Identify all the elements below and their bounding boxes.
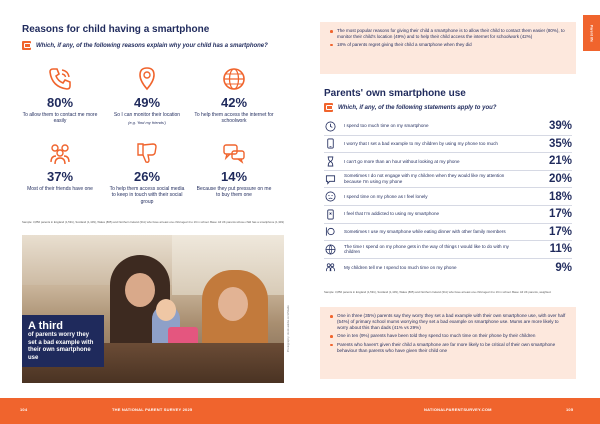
stat-value: 14%	[220, 169, 248, 184]
dinner-icon	[324, 226, 336, 238]
statement-text: I feel that I'm addicted to using my smartphone	[344, 211, 440, 217]
globe-icon	[221, 66, 247, 92]
ball-icon	[324, 243, 336, 255]
stat-pressure	[194, 140, 274, 199]
sad-face-icon	[324, 191, 336, 203]
section-title: Reasons for child having a smartphone	[22, 24, 210, 35]
stat-value: 26%	[133, 169, 161, 184]
statement-row	[324, 118, 572, 136]
section-tab-label: Parent life	[589, 24, 594, 42]
statement-text: I spend too much time on my smartphone	[344, 123, 429, 129]
statement-list	[324, 118, 572, 276]
statement-row	[324, 224, 572, 242]
statement-row	[324, 136, 572, 154]
statement-value: 11%	[549, 243, 572, 256]
photo-credit: Photography: stock.adobe.com/Studio	[286, 305, 290, 353]
survey-question	[324, 103, 496, 112]
statement-text: My children tell me I spend too much time on my phone	[344, 264, 457, 270]
summary-bullet: 18% of parents regret giving their child a smartphone when they did	[330, 42, 566, 48]
statement-text: The time I spend on my phone gets in the way of things I would like to do with my children	[344, 243, 509, 255]
stat-schoolwork	[194, 66, 274, 125]
section-title: Parents' own smartphone use	[324, 88, 466, 99]
group-icon	[47, 140, 73, 166]
callout-text: of parents worry they set a bad example with their own smartphone use	[28, 332, 94, 361]
stat-label: To help them access the internet for schoolwork	[194, 112, 274, 125]
stat-social	[107, 140, 187, 205]
stat-sublabel: (e.g. 'find my friends')	[128, 120, 166, 126]
footer-survey-title: THE NATIONAL PARENT SURVEY 2025	[112, 407, 193, 412]
stat-label: To allow them to contact me more easily	[22, 112, 98, 125]
phone-addict-icon	[324, 208, 336, 220]
stat-label: Most of their friends have one	[27, 186, 93, 192]
stat-label: Because they put pressure on me to buy them one	[196, 186, 272, 199]
chat-bubbles-icon	[221, 140, 247, 166]
section-tab	[583, 15, 600, 51]
statement-text: I spend time on my phone as I feel lonely	[344, 193, 428, 199]
children-icon	[324, 262, 336, 274]
page-number-right: 105	[566, 407, 574, 412]
right-page	[300, 0, 600, 424]
statement-value: 17%	[548, 208, 572, 221]
statement-text: Sometimes I use my smartphone while eating dinner with other family members	[344, 228, 506, 234]
survey-question	[22, 41, 268, 50]
summary-bullet: One in three (35%) parents say they worry they set a bad example with their own smartphone use, with over half (54%) of primary school mums worrying they set a bad example on smartphone use. Mums are more likely to worry about this than dads (41% vs 29%)	[330, 313, 566, 331]
phone-worry-icon	[324, 138, 336, 150]
summary-bullet: Parents who haven't given their child a smartphone are far more likely to be critical of their own smartphone behaviour than parents who have given their child one	[330, 342, 566, 354]
stat-value: 80%	[46, 95, 74, 110]
stat-label: So I can monitor their location	[113, 112, 181, 118]
summary-box-top	[320, 22, 576, 74]
footer-bar	[0, 398, 600, 424]
hourglass-icon	[324, 155, 336, 167]
statement-value: 39%	[548, 120, 572, 133]
family-photo	[22, 235, 284, 383]
statement-text: I worry that I set a bad example to my children by using my phone too much	[344, 140, 498, 146]
question-text: Which, if any, of the following reasons explain why your child has a smartphone?	[36, 42, 268, 49]
clock-icon	[324, 120, 336, 132]
callout-headline: A third	[28, 320, 64, 332]
stat-friends	[20, 140, 100, 192]
question-icon	[324, 103, 333, 112]
statement-text: I can't go more than an hour without looking at my phone	[344, 158, 460, 164]
sample-note: Sample: 3,856 parents in England (1,591), Scotland (1,109), Wales (865) and Northern Ireland (311) who have at least one child aged 4 to 16 in school. Base: All UK parents, weighted.	[324, 290, 552, 294]
statement-value: 20%	[548, 173, 572, 186]
statement-row	[324, 153, 572, 171]
phone-icon	[47, 66, 73, 92]
page-number-left: 104	[20, 407, 28, 412]
summary-box-bottom	[320, 307, 576, 379]
statement-row	[324, 241, 572, 259]
statement-value: 17%	[548, 225, 572, 238]
statement-value: 18%	[548, 190, 572, 203]
callout-box	[22, 315, 104, 367]
sample-note: Sample: 3,856 parents in England (1,591), Scotland (1,109), Wales (865) and Northern Ireland (311) who have at least one child aged 4 to 16 in school. Base: All UK parents whose child has a smartphone (1,349)	[22, 220, 284, 224]
footer-website-link[interactable]: NATIONALPARENTSURVEY.COM	[424, 407, 492, 412]
speech-bubble-icon	[324, 173, 336, 185]
statement-value: 9%	[555, 261, 572, 274]
stat-value: 42%	[220, 95, 248, 110]
stat-contact	[20, 66, 100, 125]
thumbs-down-icon	[134, 140, 160, 166]
stat-label: To help them access social media to keep in touch with their social group	[109, 186, 185, 205]
statement-value: 21%	[548, 155, 572, 168]
location-pin-icon	[134, 66, 160, 92]
summary-bullet: The most popular reasons for giving their child a smartphone is to allow their child to contact them easier (80%), to monitor their child's location (49%) and to help their child access the internet for schoolwork (42%)	[330, 28, 566, 40]
question-text: Which, if any, of the following statements apply to you?	[338, 104, 497, 111]
stat-value: 37%	[46, 169, 74, 184]
statement-row	[324, 188, 572, 206]
stat-location	[107, 66, 187, 127]
statement-value: 35%	[548, 137, 572, 150]
statement-text: Sometimes I do not engage with my children when they would like my attention because I'm using my phone	[344, 173, 505, 185]
statement-row	[324, 259, 572, 277]
question-icon	[22, 41, 31, 50]
statement-row	[324, 206, 572, 224]
summary-bullet: One in ten (9%) parents have been told they spend too much time on their phone by their children	[330, 333, 566, 339]
statement-row	[324, 171, 572, 189]
stat-value: 49%	[133, 95, 161, 110]
